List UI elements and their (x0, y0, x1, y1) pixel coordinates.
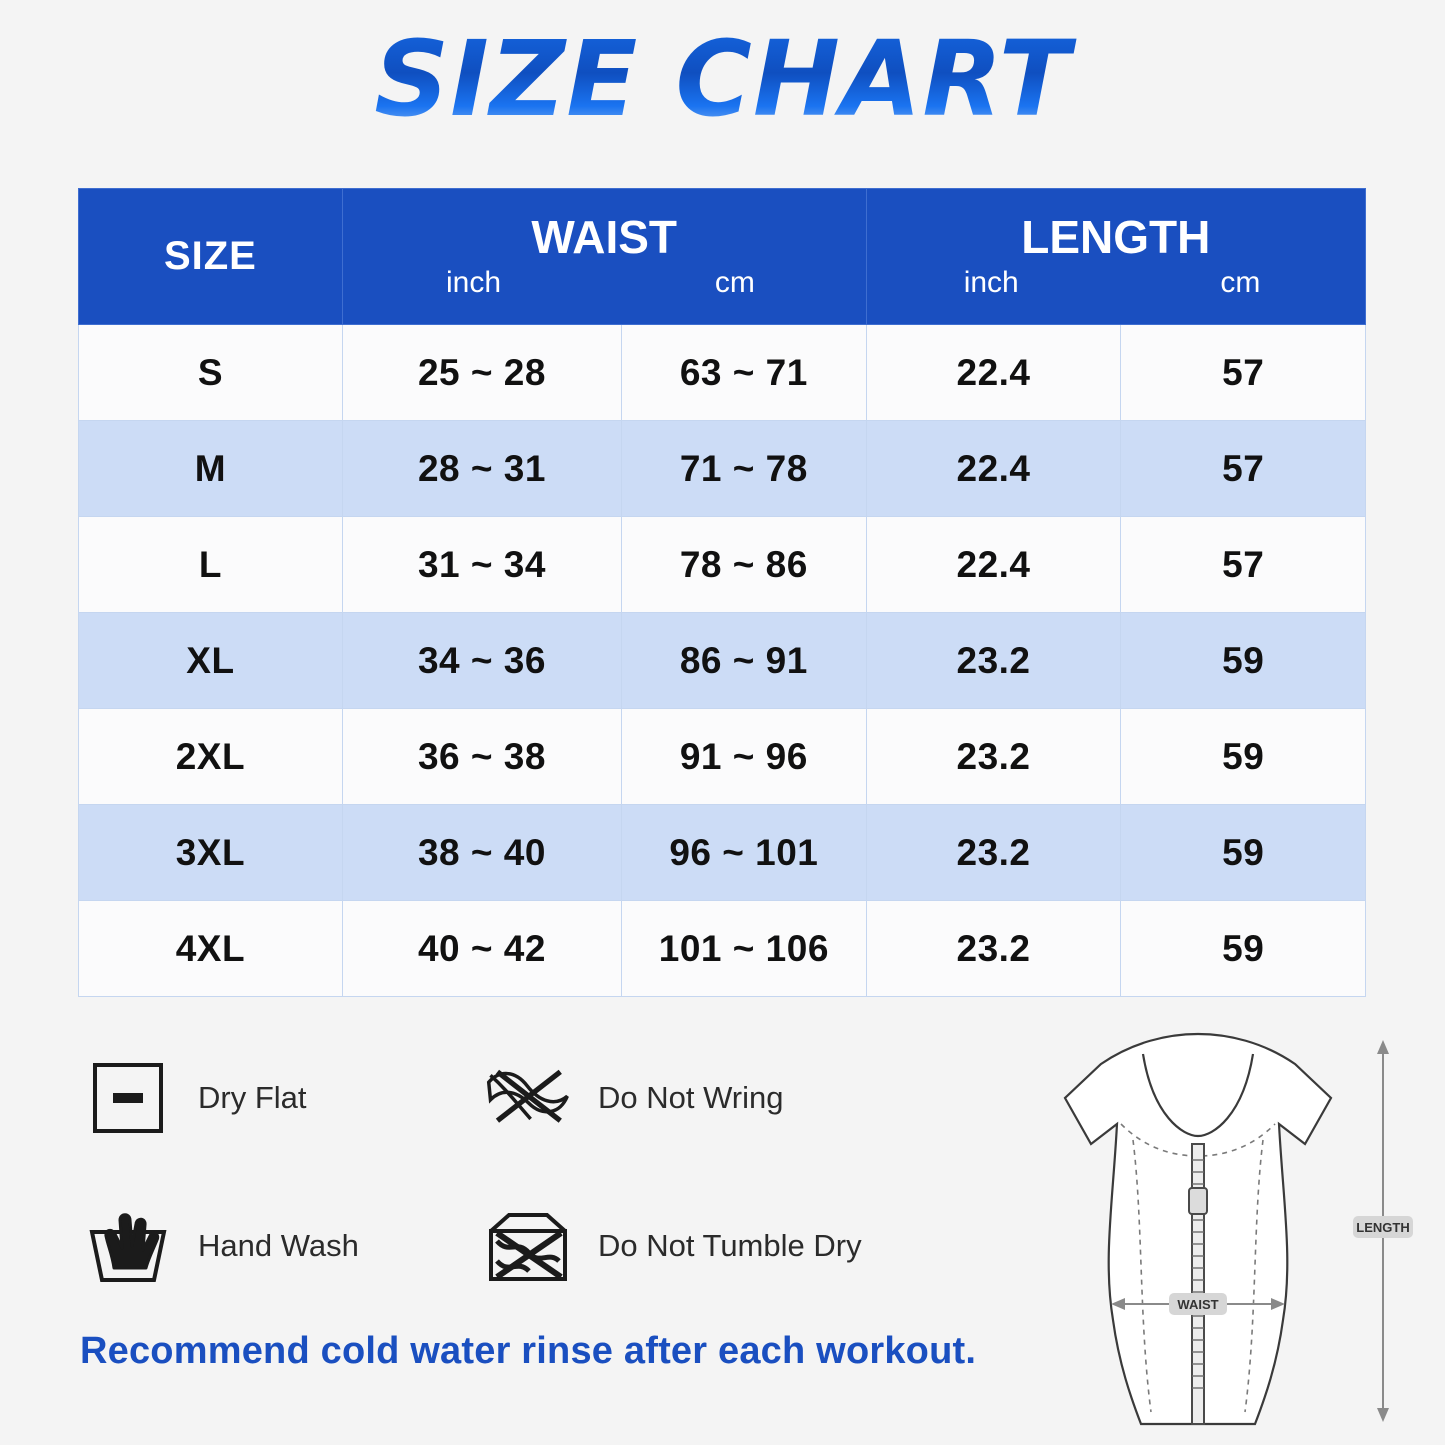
cell-waist-inch: 38 ~ 40 (342, 805, 621, 901)
table-row (79, 421, 1366, 517)
table-header (79, 189, 1366, 325)
cell-size: S (79, 325, 343, 421)
cell-length-inch: 23.2 (866, 805, 1121, 901)
table-row (79, 517, 1366, 613)
cell-waist-cm: 91 ~ 96 (622, 709, 867, 805)
care-label-hand-wash: Hand Wash (198, 1228, 359, 1263)
table-row (79, 901, 1366, 997)
cell-waist-cm: 63 ~ 71 (622, 325, 867, 421)
care-label-dry-flat: Dry Flat (198, 1080, 307, 1115)
cell-length-inch: 22.4 (866, 517, 1121, 613)
svg-text:WAIST: WAIST (1177, 1297, 1219, 1312)
garment-illustration (983, 1020, 1413, 1440)
cell-waist-cm: 96 ~ 101 (622, 805, 867, 901)
svg-text:LENGTH: LENGTH (1356, 1220, 1410, 1235)
column-header-waist (342, 189, 866, 325)
care-item-do-not-wring (480, 1055, 880, 1141)
cell-length-inch: 22.4 (866, 421, 1121, 517)
cell-length-cm: 57 (1121, 325, 1366, 421)
cell-size: 4XL (79, 901, 343, 997)
cell-length-inch: 22.4 (866, 325, 1121, 421)
length-group-title: LENGTH (1021, 211, 1211, 264)
length-dimension-label (1353, 1216, 1413, 1238)
waist-dimension-label (1169, 1293, 1227, 1315)
care-row-1 (80, 1055, 950, 1141)
cell-size: M (79, 421, 343, 517)
table-header-row (79, 189, 1366, 325)
care-label-do-not-tumble-dry: Do Not Tumble Dry (598, 1228, 862, 1263)
do-not-wring-icon (480, 1055, 576, 1141)
cell-waist-inch: 31 ~ 34 (342, 517, 621, 613)
cell-length-cm: 59 (1121, 805, 1366, 901)
table-row (79, 325, 1366, 421)
table-row (79, 805, 1366, 901)
cell-waist-inch: 40 ~ 42 (342, 901, 621, 997)
length-unit-cm: cm (1220, 265, 1261, 299)
table-row (79, 613, 1366, 709)
cell-length-inch: 23.2 (866, 613, 1121, 709)
care-item-dry-flat (80, 1055, 480, 1141)
cell-waist-cm: 71 ~ 78 (622, 421, 867, 517)
size-table-container (78, 188, 1366, 997)
cell-size: 3XL (79, 805, 343, 901)
care-item-hand-wash (80, 1203, 480, 1289)
cell-waist-inch: 34 ~ 36 (342, 613, 621, 709)
cell-length-cm: 59 (1121, 709, 1366, 805)
cell-size: L (79, 517, 343, 613)
cell-length-cm: 59 (1121, 901, 1366, 997)
waist-group-title: WAIST (531, 211, 678, 264)
cell-waist-cm: 101 ~ 106 (622, 901, 867, 997)
cell-length-inch: 23.2 (866, 709, 1121, 805)
table-row (79, 709, 1366, 805)
waist-unit-inch: inch (446, 265, 502, 299)
cell-length-cm: 59 (1121, 613, 1366, 709)
care-item-do-not-tumble-dry (480, 1203, 880, 1289)
care-label-do-not-wring: Do Not Wring (598, 1080, 784, 1115)
cell-length-inch: 23.2 (866, 901, 1121, 997)
cell-waist-inch: 36 ~ 38 (342, 709, 621, 805)
dry-flat-icon (80, 1055, 176, 1141)
cell-length-cm: 57 (1121, 421, 1366, 517)
cell-length-cm: 57 (1121, 517, 1366, 613)
care-row-2 (80, 1203, 950, 1289)
length-unit-inch: inch (963, 265, 1019, 299)
hand-wash-icon (80, 1203, 176, 1289)
do-not-tumble-dry-icon (480, 1203, 576, 1289)
column-header-size: SIZE (79, 189, 343, 325)
column-header-length (866, 189, 1365, 325)
cell-size: 2XL (79, 709, 343, 805)
size-table (78, 188, 1366, 997)
cell-waist-inch: 25 ~ 28 (342, 325, 621, 421)
cell-waist-inch: 28 ~ 31 (342, 421, 621, 517)
care-instructions (80, 1055, 950, 1351)
cell-waist-cm: 86 ~ 91 (622, 613, 867, 709)
cell-waist-cm: 78 ~ 86 (622, 517, 867, 613)
recommendation-text: Recommend cold water rinse after each workout. (80, 1330, 977, 1372)
waist-unit-cm: cm (714, 265, 755, 299)
page-title: SIZE CHART (0, 18, 1445, 140)
cell-size: XL (79, 613, 343, 709)
table-body (79, 325, 1366, 997)
